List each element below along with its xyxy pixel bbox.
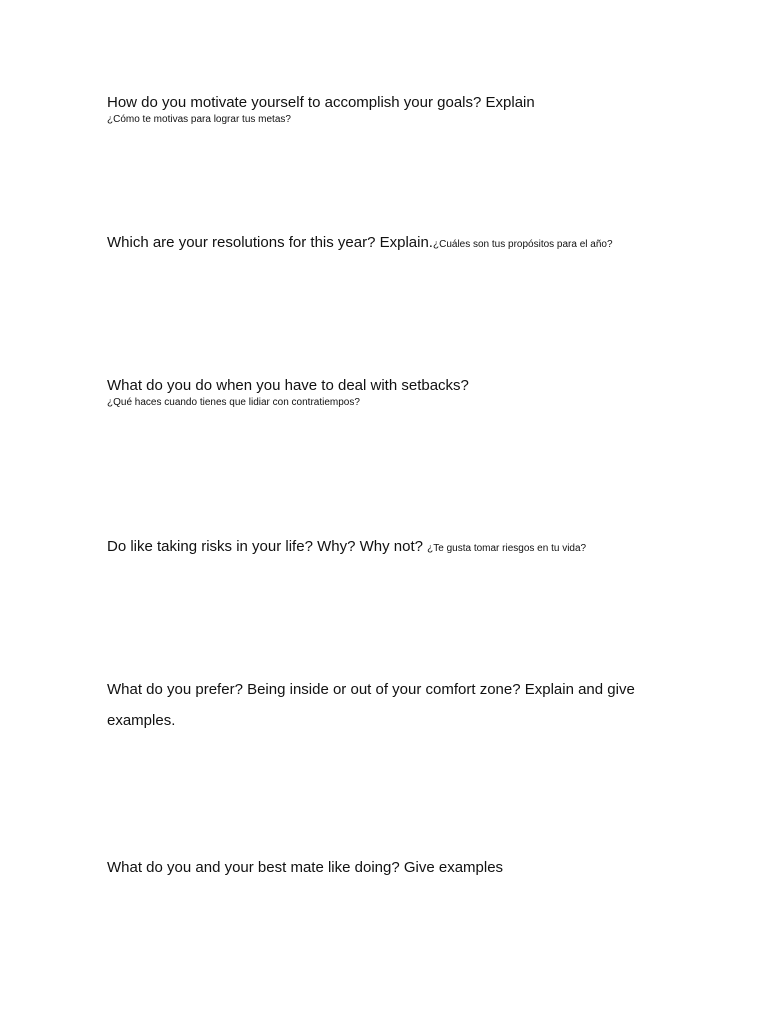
question-2-spanish: ¿Cuáles son tus propósitos para el año? <box>432 239 613 250</box>
question-3 <box>107 376 707 410</box>
question-6-english: What do you and your best mate like doing? Give examples <box>107 859 504 876</box>
question-2 <box>107 233 707 255</box>
question-6 <box>107 858 707 878</box>
question-4-spanish: ¿Te gusta tomar riesgos en tu vida? <box>427 543 587 554</box>
question-1-spanish: ¿Cómo te motivas para lograr tus metas? <box>107 114 291 125</box>
question-4 <box>107 537 707 559</box>
question-5-english: What do you prefer? Being inside or out of your comfort zone? Explain and give examples. <box>107 681 635 729</box>
question-4-english: Do like taking risks in your life? Why? Why not? <box>107 538 423 555</box>
question-1-english: How do you motivate yourself to accomplish your goals? Explain <box>107 94 535 111</box>
question-2-english: Which are your resolutions for this year? Explain. <box>107 234 433 251</box>
question-5 <box>107 674 667 736</box>
question-3-english: What do you do when you have to deal with setbacks? <box>107 377 469 394</box>
question-3-spanish: ¿Qué haces cuando tienes que lidiar con contratiempos? <box>107 397 360 408</box>
question-1 <box>107 93 707 127</box>
